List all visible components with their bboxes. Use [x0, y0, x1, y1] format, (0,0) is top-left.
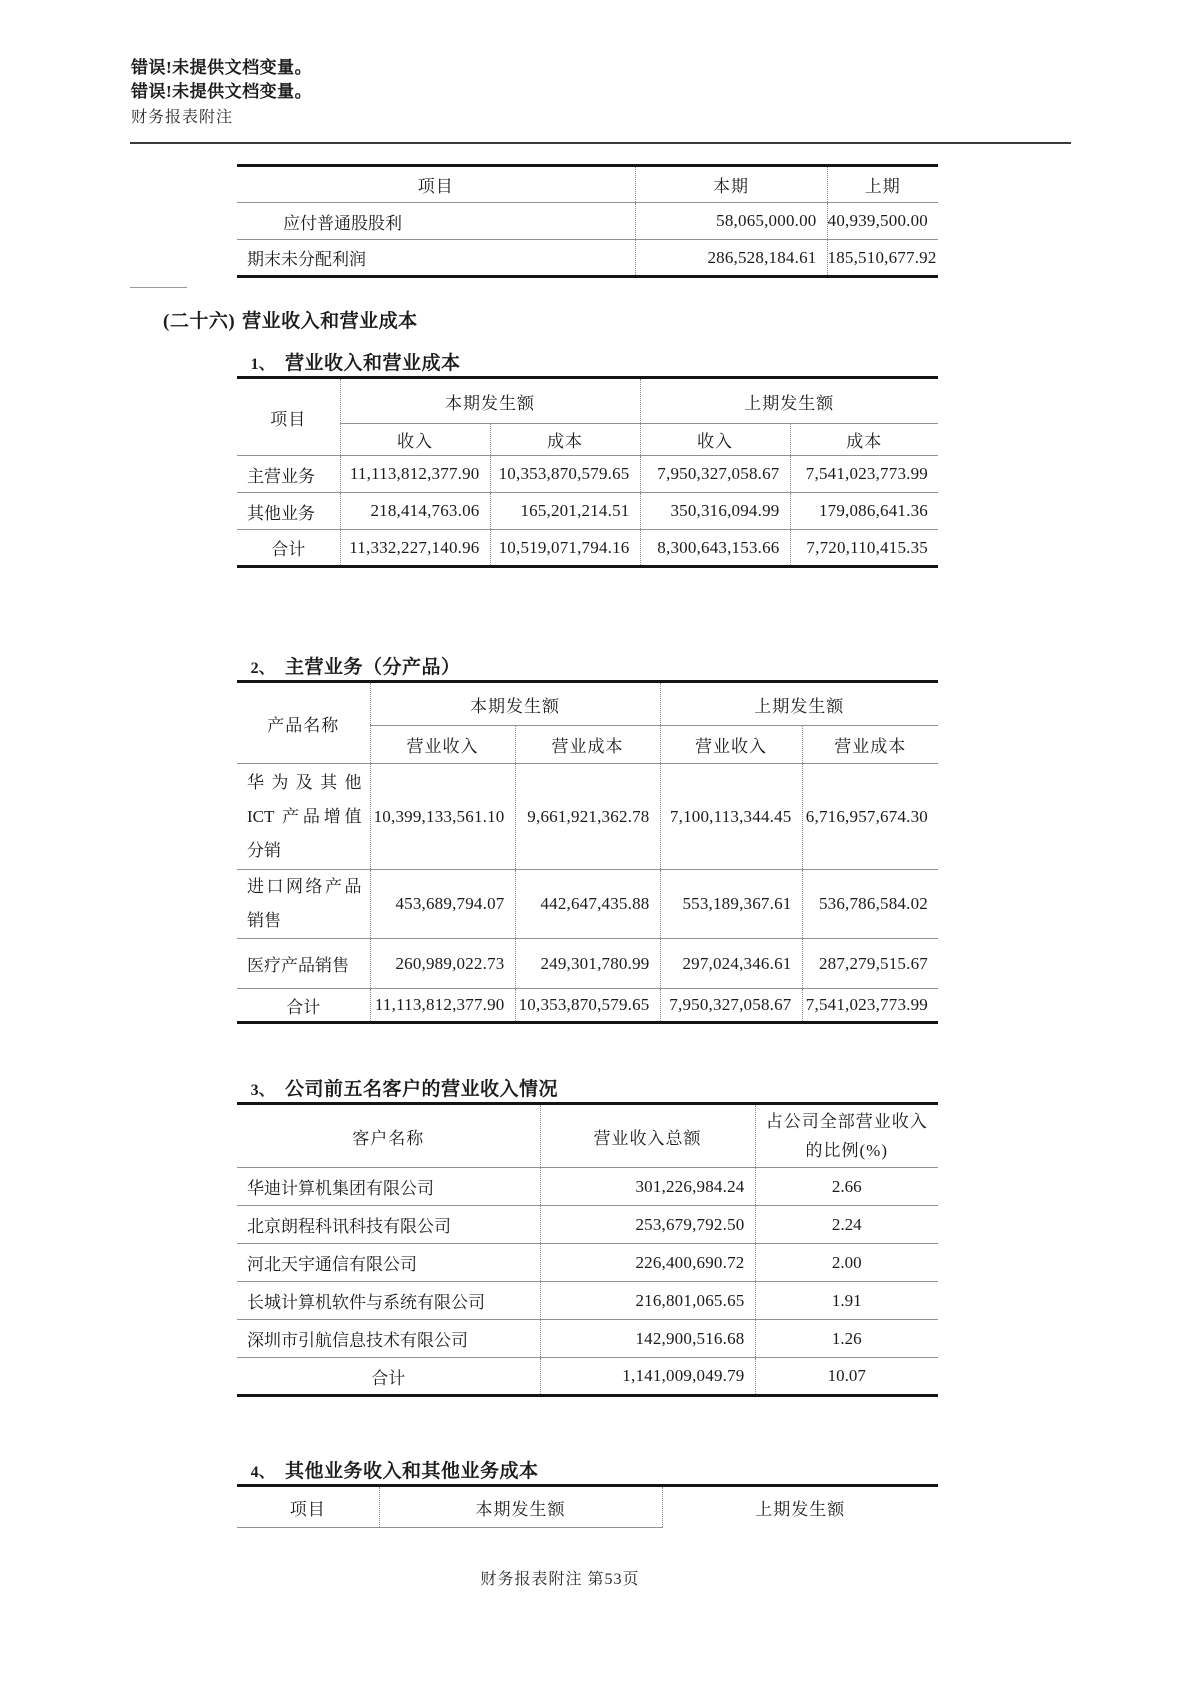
section-title: 营业收入和营业成本: [242, 311, 418, 332]
table-row: [237, 1168, 938, 1206]
group-header-current: 本期发生额: [370, 682, 660, 726]
column-header-income: 收入: [340, 424, 490, 456]
dividends-table: [237, 164, 938, 278]
subheading-number: 1、: [250, 356, 275, 373]
table-row: [237, 764, 938, 870]
value-cell: 142,900,516.68: [540, 1320, 755, 1358]
column-header-revenue: 营业收入: [660, 726, 802, 764]
table-header-row: [237, 1104, 938, 1168]
header-subtitle: 财务报表附注: [131, 109, 234, 126]
subheading-number: 4、: [250, 1464, 275, 1481]
value-cell: 185,510,677.92: [827, 240, 938, 277]
value-cell: 58,065,000.00: [635, 203, 827, 240]
table-row: [237, 1320, 938, 1358]
footnote-rule: [130, 287, 187, 288]
subheading-1: [233, 348, 461, 375]
page-footer: 财务报表附注 第53页: [480, 1571, 640, 1588]
column-header-revenue: 营业收入: [370, 726, 515, 764]
row-label: 主营业务: [237, 456, 340, 493]
column-header-item: 项目: [237, 1486, 379, 1528]
subheading-title: 营业收入和营业成本: [285, 353, 461, 374]
table-row: [237, 870, 938, 939]
column-header-cost: 成本: [490, 424, 640, 456]
row-label: 应付普通股股利: [237, 203, 635, 240]
customer-name: 北京朗程科讯科技有限公司: [237, 1206, 540, 1244]
table-row: [237, 1206, 938, 1244]
table-header-row: [237, 1486, 938, 1528]
group-header-current: 本期发生额: [340, 378, 640, 424]
value-cell: 553,189,367.61: [660, 870, 802, 939]
row-label: 其他业务: [237, 493, 340, 530]
value-cell: 9,661,921,362.78: [515, 764, 660, 870]
revenue-cost-table: [237, 376, 938, 568]
column-header-item: 项目: [237, 166, 635, 203]
header-error-line-1: 错误!未提供文档变量。: [131, 58, 313, 77]
value-cell: 260,989,022.73: [370, 939, 515, 989]
group-header-prior: 上期发生额: [640, 378, 938, 424]
column-header-customer: 客户名称: [237, 1104, 540, 1168]
group-header-prior: 上期发生额: [660, 682, 938, 726]
value-cell: 350,316,094.99: [640, 493, 790, 530]
table-total-row: [237, 1358, 938, 1396]
value-cell: 10,519,071,794.16: [490, 530, 640, 567]
column-header-item: 项目: [237, 378, 340, 456]
ratio-cell: 1.26: [755, 1320, 938, 1358]
table-subheader-row: [237, 424, 938, 456]
column-header-current: 本期发生额: [379, 1486, 662, 1528]
value-cell: 216,801,065.65: [540, 1282, 755, 1320]
value-cell: 1,141,009,049.79: [540, 1358, 755, 1396]
value-cell: 442,647,435.88: [515, 870, 660, 939]
value-cell: 7,100,113,344.45: [660, 764, 802, 870]
row-label: 进口网络产品销售: [237, 870, 370, 939]
table-header-row: [237, 682, 938, 726]
product-revenue-table: [237, 680, 938, 1024]
column-header-cost: 营业成本: [802, 726, 938, 764]
total-label: 合计: [271, 540, 306, 559]
table-total-row: [237, 530, 938, 567]
customer-name: 华迪计算机集团有限公司: [237, 1168, 540, 1206]
table-row: [237, 1282, 938, 1320]
subheading-4: [233, 1456, 539, 1483]
column-header-cost: 成本: [790, 424, 938, 456]
value-cell: 10,399,133,561.10: [370, 764, 515, 870]
row-label: 医疗产品销售: [237, 939, 370, 989]
value-cell: 165,201,214.51: [490, 493, 640, 530]
value-cell: 218,414,763.06: [340, 493, 490, 530]
row-label: 华为及其他 ICT 产品增值分销: [237, 764, 370, 870]
customer-name: 长城计算机软件与系统有限公司: [237, 1282, 540, 1320]
header-rule: [130, 142, 1071, 144]
total-label: 合计: [286, 997, 321, 1017]
subheading-3: [233, 1074, 558, 1101]
ratio-cell: 2.24: [755, 1206, 938, 1244]
value-cell: 249,301,780.99: [515, 939, 660, 989]
section-heading: [163, 306, 418, 333]
table-header-row: [237, 166, 938, 203]
column-header-prior: 上期: [827, 166, 938, 203]
subheading-2: [233, 652, 461, 679]
document-header: [131, 56, 312, 131]
value-cell: 40,939,500.00: [827, 203, 938, 240]
table-row: [237, 1244, 938, 1282]
table-row: [237, 456, 938, 493]
table-row: [237, 203, 938, 240]
value-cell: 7,950,327,058.67: [660, 989, 802, 1023]
value-cell: 287,279,515.67: [802, 939, 938, 989]
value-cell: 179,086,641.36: [790, 493, 938, 530]
table-header-row: [237, 378, 938, 424]
customer-name: 深圳市引航信息技术有限公司: [237, 1320, 540, 1358]
ratio-cell: 10.07: [755, 1358, 938, 1396]
subheading-number: 2、: [250, 660, 275, 677]
value-cell: 536,786,584.02: [802, 870, 938, 939]
value-cell: 11,113,812,377.90: [370, 989, 515, 1023]
column-header-prior: 上期发生额: [662, 1486, 938, 1528]
value-cell: 301,226,984.24: [540, 1168, 755, 1206]
value-cell: 226,400,690.72: [540, 1244, 755, 1282]
column-header-current: 本期: [635, 166, 827, 203]
total-label: 合计: [371, 1368, 406, 1388]
value-cell: 6,716,957,674.30: [802, 764, 938, 870]
value-cell: 8,300,643,153.66: [640, 530, 790, 567]
value-cell: 10,353,870,579.65: [490, 456, 640, 493]
value-cell: 253,679,792.50: [540, 1206, 755, 1244]
value-cell: 7,541,023,773.99: [802, 989, 938, 1023]
customer-name: 河北天宇通信有限公司: [237, 1244, 540, 1282]
other-business-table: [237, 1484, 938, 1528]
ratio-header-line-2: 的比例(%): [805, 1141, 888, 1160]
subheading-number: 3、: [250, 1082, 275, 1099]
table-row: [237, 240, 938, 277]
subheading-title: 主营业务（分产品）: [285, 657, 461, 678]
subheading-title: 公司前五名客户的营业收入情况: [285, 1079, 559, 1100]
column-header-amount: 营业收入总额: [540, 1104, 755, 1168]
value-cell: 297,024,346.61: [660, 939, 802, 989]
value-cell: 11,332,227,140.96: [340, 530, 490, 567]
value-cell: 10,353,870,579.65: [515, 989, 660, 1023]
table-row: [237, 939, 938, 989]
column-header-product: 产品名称: [237, 682, 370, 764]
ratio-cell: 1.91: [755, 1282, 938, 1320]
value-cell: 7,720,110,415.35: [790, 530, 938, 567]
subheading-title: 其他业务收入和其他业务成本: [285, 1461, 539, 1482]
ratio-cell: 2.00: [755, 1244, 938, 1282]
ratio-header-line-1: 占公司全部营业收入: [765, 1112, 928, 1131]
value-cell: 286,528,184.61: [635, 240, 827, 277]
section-number: (二十六): [163, 311, 236, 332]
value-cell: 11,113,812,377.90: [340, 456, 490, 493]
header-error-line-2: 错误!未提供文档变量。: [131, 82, 313, 101]
value-cell: 7,541,023,773.99: [790, 456, 938, 493]
column-header-income: 收入: [640, 424, 790, 456]
column-header-cost: 营业成本: [515, 726, 660, 764]
value-cell: 453,689,794.07: [370, 870, 515, 939]
value-cell: 7,950,327,058.67: [640, 456, 790, 493]
column-header-ratio: [755, 1104, 938, 1168]
table-row: [237, 493, 938, 530]
table-total-row: [237, 989, 938, 1023]
ratio-cell: 2.66: [755, 1168, 938, 1206]
row-label: 期末未分配利润: [247, 250, 366, 269]
top-customers-table: [237, 1102, 938, 1397]
